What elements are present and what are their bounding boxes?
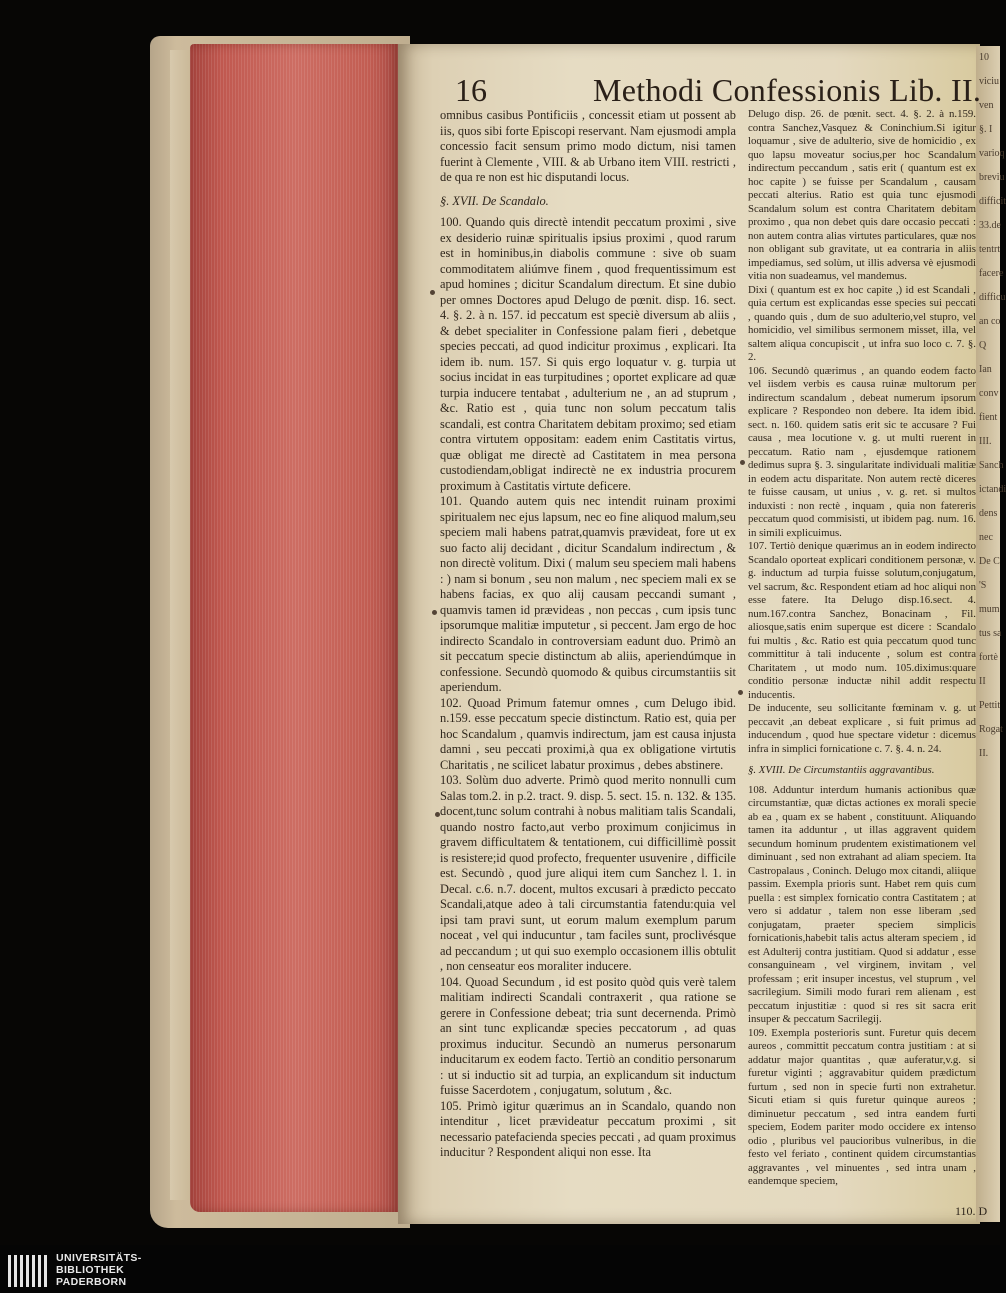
library-footer (0, 1245, 1000, 1293)
adjacent-page-text: tus sa (979, 628, 1002, 639)
adjacent-page-text: tentrt (979, 244, 1001, 255)
library-logo-icon (8, 1255, 50, 1287)
paragraph: 102. Quoad Primum fatemur omnes , cum Delugo ibid. n.159. esse peccatum specie distinctum. Ratio est, quia per hoc Scandalum , quamvis indirectum, jam est causa injusta damni , seu peccati proximi,à qua ex obligatione virtutis Charitatis , ne scilicet labatur proximus , debes abstinere. (440, 695, 736, 772)
adjacent-page-text: ven (979, 100, 994, 111)
page-block-side (170, 50, 192, 1200)
adjacent-page-text: 10 (979, 52, 989, 63)
paragraph: De inducente, seu sollicitante fœminam v. g. ut peccavit ,an debeat explicare , si fuit primus ad inducendum , quod hue spectare videtur : dicemus infra in simplici fornicatione c. 7. §. 4. n. 24. (748, 702, 976, 755)
library-name-line: PADERBORN (56, 1276, 127, 1288)
paragraph: 105. Primò igitur quærimus an in Scandalo, quando non intenditur , licet prævideatur peccatum proximi , sit necessario patefacienda species peccati , ad quam proximus inducitur ? Respondent aliqui non esse. Ita (440, 1098, 736, 1159)
paragraph: 107. Tertiò denique quærimus an in eodem indirecto Scandalo oporteat explicari conditionem personæ, v. g. inductum ad turpia fuisse solutum,conjugatum, vel sacrum, &c. Respondent etiam ad hoc aliqui non esse fatere. Ita Delugo disp.16.sect. 4. num.167.contra Sanchez, Bonacinam , Fil. aliosque,satis enim superque est dicere : Scandalo fui multis , &c. Ratio est quia peccatum quod tunc committitur à tali inducente , solum est contra Charitatem , ut modo num. 105.diximus:quare conditio personæ inductæ nihil addit respectu inducentis. (748, 540, 976, 701)
paragraph: 101. Quando autem quis nec intendit ruinam proximi spiritualem nec ejus lapsum, nec eo fine aliquod malum,seu speciem mali habens patrat,quamvis prævideat, fore ut ex suo facto alij decidant , dicitur Scandalum indirectum , & non directè volitum. Dixi ( malum seu speciem mali habens : ) nam si bonum , seu non malum , nec speciem mali ex se habens facias, ex quo alij causam peccandi sumant , quamvis tamen id prævideas , non peccas , cum ipsis tunc ipsorumque malitiæ imputetur , si peccent. Jam ergo de hoc indirecto Scandalo in controversiam eadunt duo. Primò an sit peccatum specie distinctum ab aliis, aperiendúmque in confessione. Secundò quomodo & quibus circumstantiis sit aperiendum. (440, 494, 736, 694)
paragraph: 108. Adduntur interdum humanis actionibus quæ circumstantiæ, quæ dictas actiones ex morali specie ab ea , quam ex se habent , constituunt. Aliquando tamen ita adduntur , ut illas aggravent quidem secundum hominum prudentem existimationem vel diminuant , sed non extrahant ad aliam speciem. Ita Castropalaus , Coninch. Delugo mox citandi, aliique passim. Exempla prioris sunt. Habet rem quis cum puella : est simplex fornicatio contra Castitatem ; at vero si addatur , talem non esse liberam ,sed conjugatam, praeter speciem simplicis fornicationis,habebit talis actus alteram speciem , id est Adulterij contra justitiam. Quod si addatur , esse consanguineam , vel virginem, invitam , vel professam ; erit insuper incestus, vel stuprum , vel sacrilegium. Simili modo furari rem alienam , est peccatum injustitiæ : quod si res sit sacra erit insuper & peccatum Sacrilegij. (748, 783, 976, 1025)
wormhole-mark (435, 812, 440, 817)
adjacent-page-text: dens (979, 508, 998, 519)
adjacent-page-text: Q (979, 340, 987, 351)
wormhole-mark (740, 460, 745, 465)
catchword: 110. D (955, 1204, 988, 1218)
adjacent-page-text: De C (979, 556, 1000, 567)
paragraph: Delugo disp. 26. de pœnit. sect. 4. §. 2. à n.159. contra Sanchez,Vasquez & Coninchium.Si igitur loquamur , sive de adulterio, sive de homicidio , ex quo lapsu moveatur socius,per hoc Scandalum indirectum peccandum , satis erit ( quantum est ex hoc capite ) se fuisse per Scandalum , causam peccati alterius. Ratio est quia tunc ejusmodi Scandalum solum est contra Charitatem debitam proximo , qua non debet quis dare occasio peccati : non autem contra alias virtutes particulares, quæ nos non obligant sub gravitate, ut ea contraria in aliis impediamus, sed solùm, ut illis adversa vè ejusmodi vitia non suadeamus, vel mandemus. (748, 108, 976, 282)
paragraph: 109. Exempla posterioris sunt. Furetur quis decem aureos , committit peccatum contra justitiam : at si addatur major quantitas , quæ auferatur,v.g. si furetur viginti ; aggravabitur quidem prædictum furtum , sed non in specie furti non extrahetur. Sicuti etiam si quis furetur quinque aureos ; diminuetur peccatum , sed intra eandem furti speciem, Eodem pariter modo occidere ex intenso odio , pluribus vel paucioribus vulneribus, in die festo vel feriato , continent quidem circumstantias aggravantes , vel minuentes , sed intra unam , eandemque speciem, (748, 1026, 976, 1187)
adjacent-page-text: Sanch (979, 460, 1004, 471)
adjacent-page-text: varioq (979, 148, 1005, 159)
section-heading: §. XVIII. De Circumstantiis aggravantibus. (748, 764, 935, 776)
paragraph: Dixi ( quantum est ex hoc capite ,) id est Scandali , quia certum est explicandas esse species sui peccati , quando quis , dum de suo adulterio,vel stupro, vel homicidio, vel similibus sermonem misset, illa, vel saltem aliqua concupiscit , ut infra suo loco c. 7. §. 2. (748, 283, 976, 363)
red-page-edges (190, 44, 400, 1212)
adjacent-page-text: 'S (979, 580, 987, 591)
running-title: Methodi Confessionis Lib. II. (593, 72, 982, 108)
paragraph: 103. Solùm duo adverte. Primò quod merito nonnulli cum Salas tom.2. in p.2. tract. 9. disp. 5. sect. 15. n. 132. & 135. docent,tunc solum contrahi à nobus malitiam talis Scandali, quando nostro facto,aut verbo proximum conjicimus in gravem difficultatem & tentationem, cui difficillimè possit is resistere;id quod profecto, frequenter usuvenire , difficile est. Secundò , quod jure aliqui item cum Sanchez l. 1. in Decal. c.6. n.7. docent, multos excusari à prædicto peccato Scandali,atque adeo à tali circumstantia fatendu:quia vel ipsi tam pravi sunt, ut eorum malum exemplum parum noceat , vel qui inducuntur , tam faciles sunt, proclivésque ad peccandum ; ut qui suo exemplo occasionem illis obtulit , non censeatur eos moraliter inducere. (440, 773, 736, 973)
library-name-line: UNIVERSITÄTS- (56, 1252, 142, 1264)
section-heading: §. XVII. De Scandalo. (440, 193, 549, 208)
adjacent-page-fragment (976, 46, 1006, 1222)
paragraph: omnibus casibus Pontificiis , concessit etiam ut possent ab iis, quos sibi forte Episcopi reservant. Nam ejusmodi ampla concessio facit sensum primo modo dictum, nisi tamen fuerint à Clemente , VIII. & ab Urbano item VIII. restricti , de qua re non est hic disputandi locus. (440, 108, 736, 184)
adjacent-page-text: Pettit (979, 700, 1001, 711)
page-number: 16 (455, 72, 487, 108)
paragraph: 106. Secundò quærimus , an quando eodem facto vel iisdem verbis es causa ruinæ multorum per indirectum scandalum , debeat numerum ipsorum explicare ? Respondeo non debere. Ita idem ibid. sect. n. 160. quidem satis erit sic te accusare ? Fui causa , mea locutione v. g. ut multi ruerent in peccatum. Ratio nam , ejusdemque rationem dedimus supra §. 3. singularitate individuali malitiæ in eodem actu disparitate. Non autem rectè diceres te fuisse causam, ut unius , v. g. ret. si multos induxisti : non rectè , inquam , quia non fatereris peccatum quod commisisti, ut ibidem pag. num. 16. in simili explicuimus. (748, 364, 976, 539)
adjacent-page-text: §. I (979, 124, 993, 135)
adjacent-page-text: nec (979, 532, 993, 543)
adjacent-page-text: Ian (979, 364, 992, 375)
paragraph: 104. Quoad Secundum , id est posito quòd quis verè talem malitiam indirecti Scandali contraxerit , qua ratione se gerere in Confessione debeat; tria sunt decernenda. Primò an sint tunc explicandæ species peccatorum , ad quas proximus inducitur. Secundò an numerus personarum inducitarum ex eodem facto. Tertiò an conditio personarum : ut si inductio sit ad turpia, an explicandum sit inductum fuisse Sacerdotem , conjugatum, solutum , &c. (440, 974, 736, 1097)
adjacent-page-text: 33.de (979, 220, 1001, 231)
library-name-line: BIBLIOTHEK (56, 1264, 125, 1276)
adjacent-page-text: mum (979, 604, 1000, 615)
wormhole-mark (430, 290, 435, 295)
right-text-column (748, 108, 976, 1189)
paragraph: 100. Quando quis directè intendit peccatum proximi , sive ex desiderio ruinæ spiritualis ipsius proximi , quod rarum est in hominibus,in diabolis commune : sive ob suam commoditatem aliúmve finem , quod frequentissimum est apud homines ; dicitur Scandalum directum. Et sine dubio per omnes Doctores apud Delugo de pœnit. disp. 16. sect. 4. §. 2. à n. 157. id peccatum est speciè diversum ab aliis , & debet specialiter in Confessione palam fieri , debetque species peccati, ad quod indicitur proximus , explicari. Ita idem ib. num. 157. Si quis ergo loquatur v. g. turpia ut socius incidat in eas turpitudines ; oportet explicare ad quæ turpia inducere tentabat , adulterium ne , an ad stuprum , &c. Ratio est , quia tunc non solum peccatum talis scandali, est contra Charitatem debitam proximo; sed etiam contra virtutem oppositam: eadem enim Castitatis virtus, quæ obligat me directè ad Castitatem in mea persona custodiendam,obligat indirectè ne ex industria procurem proximum à Castitatis virtute deficere. (440, 215, 736, 493)
adjacent-page-text: III. (979, 436, 992, 447)
adjacent-page-text: fient (979, 412, 998, 423)
adjacent-page-text: breviu (979, 172, 1005, 183)
adjacent-page-text: II. (979, 748, 989, 759)
wormhole-mark (738, 690, 743, 695)
wormhole-mark (432, 610, 437, 615)
adjacent-page-text: viciu (979, 76, 999, 87)
library-name (56, 1252, 142, 1288)
adjacent-page-text: difficu (979, 292, 1006, 303)
adjacent-page-text: an co (979, 316, 1001, 327)
running-head (455, 72, 982, 112)
left-text-column (440, 108, 736, 1161)
adjacent-page-text: Rogat (979, 724, 1003, 735)
adjacent-page-text: ictandi (979, 484, 1006, 495)
adjacent-page-text: fortè (979, 652, 998, 663)
adjacent-page-text: conv (979, 388, 999, 399)
adjacent-page-text: II (979, 676, 986, 687)
adjacent-page-text: difficit (979, 196, 1006, 207)
adjacent-page-text: facere (979, 268, 1004, 279)
